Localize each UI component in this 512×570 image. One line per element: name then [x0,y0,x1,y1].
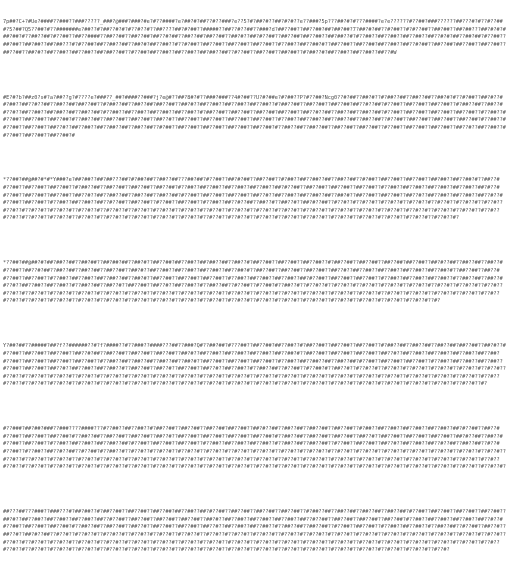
text-block-5: Y?##?##??#####?##?f??######??#?f?####??#??###??####???##??###?Q#??##?##?#???##??##??##?##??##??#?##??##??##??##??##??##??#?##??##??##??##??##??##?##??##??##?#??##??##??##??##??##??##??##??#?##??##??##??##??##??##??##??##?#??##??##??##??##??##??##??##??##?#??##??##??##??##??##??##??##??#??##??##??##??##??##??##??##??##?#??##??##??##??##??##??##??##??#??##??##??##??##??##??##??##?#??##??##??##??##??##??##??#??##??##??##??##??##??##?#??##??##??##??##??##??#??##??##??##??##??##??#??##??##??##??##??#??##??##??##??##??#??##??##??##??#??##??##??##??#??##??##??#??##??##??#??##??#??##?#??##??#??#??#??#??#??#??#??#??#??#??#??#??#??#??#??#??#??#??#??#??#??#??#??#??#??#??#??#??#??#??#??#??#??#??#??#??#??#??#??#??#??#??#??#??#??#??#??#??#??#??#??#??#??#??#??#??#??#??#??#??#??#??#??#??#??#??#??#??#??#??#??#??#??#??#??#??#??#??#??#??#??#??#??#??#??#??#??#??#??#??#??#??#??#??#??#??#??#??#??#??#??#??#??#??#??#??#??#??#??#??#??#??#??#??#??#??#??#??#??#??#??#? [3,343,506,388]
paragraph-gap [3,321,507,328]
text-block-6: #??###?##?##?###??###????####???#??##??##??##??#?##??##??##??##??##??##?##??##??##?#??##??##??##??##??##??##??##??#?##??##??##??##??##??##??##??##?#??##??##??##??##??##??##??##??##?#??##??##??##??##??##??##??##??#??##??##??##??##??##??##??##??##?#??##??##??##??##??##??##??##??#??##??##??##??##??##??##??##?#??##??##??##??##??##??##??#??##??##??##??##??##??##?#??##??##??##??##??##??#??##??##??##??##??##??#??##??##??##??##??#??##??##??##??##??#??##??##??##??#??##??##??##??#??##??##??#??##??##??#??##??#??##?#??##??#??#??#??#??#??#??#??#??#??#??#??#??#??#??#??#??#??#??#??#??#??#??#??#??#??#??#??#??#??#??#??#??#??#??#??#??#??#??#??#??#??#??#??#??#??#??#??#??#??#??#??#??#??#??#??#??#??#??#??#??#??#??#??#??#??#??#??#??#??#??#??#??#??#??#??#??#??#??#??#??#??#??#??#??#??#??#??#??#??#??#??#??#??#??#??#??#??#??#??#??#??#??#??#??#??#??#??#??#??#??#??#??#??#??#??#??#??#??#??#??#??#??#??#??#??#??#??#??#??#??#??#??#??#??#??#??#??#??#??#??#??#??#??#??#??#??#??#? [3,426,506,471]
paragraph-gap [3,72,507,79]
text-block-7: ##???##???###??###???#?##?##??#?##??##??##??##??##??##?##??##??##?#??##??##??##??##??##??##??##??#?##??##??##??##??##??##??##??##?#??##??##??##??##??##??##??##??##?#??##??##??##??##??##??##??##??#??##??##??##??##??##??##??##??##?#??##??##??##??##??##??##??##??#??##??##??##??##??##??##??##?#??##??##??##??##??##??##??#??##??##??##??##??##??##?#??##??##??##??##??##??#??##??##??##??##??##??#??##??##??##??##??#??##??##??##??##??#??##??##??##??#??##??##??##??#??##??##??#??##??##??#??##??#??##?#??##??#??#??#??#??#??#??#??#??#??#??#??#??#??#??#??#??#??#??#??#??#??#??#??#??#??#??#??#??#??#??#??#??#??#??#??#??#??#??#??#??#??#??#??#??#??#??#??#??#??#??#??#??#??#??#??#??#??#??#??#??#??#??#??#??#??#??#??#??#??#??#??#??#??#??#??#??#??#??#??#??#??#??#??#??#??#??#??#??#??#??#??#??#??#??#??#??#??#??#??#??#??#??#??#??#??#??#??#??#??#??#??#??#??#??#??#??#??#??#??#??#??#??#??#??#??#??#??#??#??#??#??#??#??#??#??#??#??#??#??#??#??#??#??#??#??#??#??#??#? [3,509,506,554]
text-block-3: *??##?##@##?#*#*Y###?e?##?##??##?##???##?#?##?##??##??##???##?##?#??##??##?#?##??##??##??#?##??##??##??##??##??##??#?##??##??##??##??##??##?##??##??##?#??##??##??##??##??##??##??##??#?##??##??##??##??##??##??##??##?#??##??##??##??##??##??##??##??##?#??##??##??##??##??##??##??##??#??##??##??##??##??##??##??##??##?#??##??##??##??##??##??##??##??#??##??##??##??##??##??##??##?#??##??##??##??##??##??##??#??##??##??##??##??##??##?#??##??##??##??##??##??#??##??##??##??##??##??#??##??##??##??##??#??##??##??##??##??#??##??##??##??#??##??##??##??#??##??##??#??##??##??#??##??#??##?#??##??#??#??#??#??#??#??#??#??#??#??#??#??#??#??#??#??#??#??#??#??#??#??#??#??#??#??#??#??#??#??#??#??#??#??#??#??#??#??#??#??#??#??#??#??#??#??#??#??#??#??#??#??#??#??#??#??#??#??#??#??#??#??#??#??#??#??#??#??#??#??#??#??#??#??#??#??#??#??#??#??#??#??#??#??#??#??#??#??#??#??#??#??#??#??#??#??#??#??#??#??#??#??#??#??#??#??#??#??#??#??#??#??#??#??#??#??#??#??#??#? [3,177,503,222]
text-block-1: 7p##?C+?#Ue?####??###??###?????_###?@###?###?#e?#??####?e?##?#?##??#??###?e??5?#?##?#??##?#?#??e??###?5p???##?#?#???####?e?e??????#??##?###??????##???#?#??#??###?5?##?Q5??##?#??#######e?##??#?##??#?#?#??#??#??##????##?#?##??#####??##??#??##??###?d?##??##??##??##?##?##?##?7?##?#?##??#?##??#?#??##??##?##??##?##???##?#?#?###?##?#??##??##?#??##??##??####??##??##??##??##?##??#?##??##??##?##??##??##?#??##?#??##??##??##?##??##??##?##??#?#??##??##??##??##??##??##??#?#?##??##?##?#??##??##?##??##?##??##?##???#?#??##?##??##??##??##?#?##??##??#??#?##??##??##??##??##??##??##??#??##??##??##?#??##??##??##??##?##??##??##??#?##??##??##?##??##??##??##??##??##??##?#??##??##??##??##??##?##??##??#??##?##??##??##??##??##?##??##??#??##??##??##??##?##??#?##??#?##??##??##??##??##??#W [3,19,506,56]
text-block-2: #E?#?b?##z0?s#?a?##??g?#????e?###??_##?####??###?j?e@#??##?8#?#??###?###??4#?##??U?#?##e?#?##??P?#??##?Ncg0??#?##??##?#??#?##??##??##??##??##?#?#??#?##??##?#??##?##??##??#??##??##??##?##??##??#?##??##??##??##?##??##??##?#??##??##??##??##??##??##??#?##??##??##??##??##??##?##??#??##?#??##??##??##??##??##??#?##??##??##??##??#??##??##??##?##??##??##??##?#??##??##??##??##??##??##??##??#?##??##??##??##??##??##?##??##??##??#??##??##??##??##??##?#??##??##??##??##??##??##??##??#??##??##??##??##??##??##??##?#??##??##??##??##??##??##??##??#??##??##??##??##??##??##??##??##??#??##??##??##??##??##??##??##??##??#??##??##??##??##??##??##??##?#??##??##??##??##??##??##??#??##??##??##??##??##??##??##??#?##??##??##??##??##??##??##??##??##?#??##??##??##??##??##??##??##??##??#??##??##??##??##??##??##??#??##??##??##??##??##??##??##??##?# [3,94,506,139]
text-block-4: *??##?##@##?#?##?##??##??##?##??##?##?##??##?#??##??##?##??##??##?##??##??##??#?##??##??##??##??##??##??#?##??##??##??##??##??##?##??##??##?#??##??##??##??##??##??##??##??#?##??##??##??##??##??##??##??##?#??##??##??##??##??##??##??##??##?#??##??##??##??##??##??##??##??#??##??##??##??##??##??##??##??##?#??##??##??##??##??##??##??##??#??##??##??##??##??##??##??##?#??##??##??##??##??##??##??#??##??##??##??##??##??##?#??##??##??##??##??##??#??##??##??##??##??##??#??##??##??##??##??#??##??##??##??##??#??##??##??##??#??##??##??##??#??##??##??#??##??##??#??##??#??##?#??##??#??#??#??#??#??#??#??#??#??#??#??#??#??#??#??#??#??#??#??#??#??#??#??#??#??#??#??#??#??#??#??#??#??#??#??#??#??#??#??#??#??#??#??#??#??#??#??#??#??#??#??#??#??#??#??#??#??#??#??#??#??#??#??#??#??#??#??#??#??#??#??#??#??#??#??#??#??#??#??#??#??#??#??#??#??#??#??#??#??#??#??#??#??#??#??#??#??#??#??#??#??#??#??#??#??#??#??#??#??#??#??#??#??#??#??#??#??#??#??#??#??#? [3,260,503,305]
paragraph-gap [3,487,507,494]
paragraph-gap [3,238,507,245]
garbled-text-document [3,4,507,570]
paragraph-gap [3,155,507,162]
paragraph-gap [3,404,507,411]
